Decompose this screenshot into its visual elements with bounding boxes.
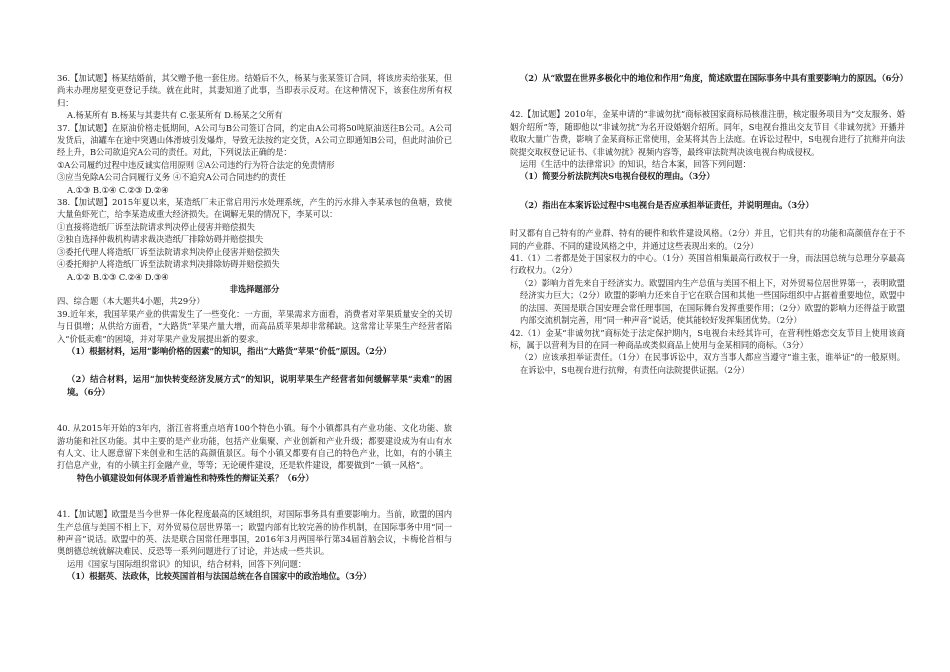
left-column xyxy=(57,72,452,583)
q36: 36.【加试题】杨某结婚前，其父赠予他一套住房。结婚后不久，杨某与张某签订合同，将该房卖给张某，但尚未办理房屋变更登记手续。就在此时，其妻知道了此事，当即表示反对。在这种情况下，该套住房所有权归： xyxy=(57,73,452,108)
sec-title: 非选择题部分 xyxy=(229,283,280,294)
q42-1: （1）简要分析法院判决S电视台侵权的理由。（3分） xyxy=(520,171,715,182)
sp-d xyxy=(510,84,905,108)
right-column xyxy=(510,72,908,376)
q37-s2: ③应当免除A公司合同履行义务 ④不追究A公司合同违约的责任 xyxy=(57,172,286,183)
a2: 41.（1）二者都是处于国家权力的中心。（1分）英国首相集最高行政权于一身，而法国总统与总理分享最高行政权力。（2分） xyxy=(510,253,905,276)
q37: 37.【加试题】在原油价格走低期间，A公司与B公司签订合同，约定由A公司将50吨原油送往B公司。A公司发货后，油罐车在途中突遇山体滑坡引发爆炸，导致无法按约定交货，A公司立即通知B公司，但此时油价已经上升，B公司欲追究A公司的责任。对此，下列说法正确的是： xyxy=(57,122,452,158)
q37-opt: A.①③ B.①④ C.②③ D.②④ xyxy=(67,184,169,195)
q38-s2: ②独自选择仲裁机构请求裁决造纸厂排除妨碍并赔偿损失 xyxy=(57,234,264,245)
sp-e xyxy=(510,183,905,199)
q38-s4: ④委托辩护人将造纸厂诉至法院请求判决排除妨碍并赔偿损失 xyxy=(57,259,280,270)
sec-sub: 四、综合题（本大题共4小题，共29分） xyxy=(57,296,205,307)
q41-2: （2）从“欧盟在世界多极化中的地位和作用”角度，简述欧盟在国际事务中具有重要影响力的原因。（6分） xyxy=(520,73,908,83)
q40: 40. 从2015年开始的3年内，浙江省将重点培育100个特色小镇。每个小镇都具有产业功能、文化功能、旅游功能和社区功能。其中主要的是产业功能，包括产业集聚、产业创新和产业升级；都要建设成为有山有水有人文、让人愿意留下来创业和生活的高颜值景区。每个小镇又都要有自己的特色产业，比如，有的小镇主打信息产业，有的小镇主打金融产业，等等；无论硬件建设，还是软件建设，都要做到“一镇一风格”。 xyxy=(57,423,452,471)
q39-2: （2）结合材料，运用“加快转变经济发展方式”的知识，说明苹果生产经营者如何缓解苹果“卖难”的困境。（6分） xyxy=(67,374,452,397)
q37-s1: ①A公司履约过程中违反诚实信用原则 ②A公司违约行为符合法定的免责情形 xyxy=(57,159,335,170)
q41-1: （1）根据英、法政体，比较英国首相与法国总统在各自国家中的政治地位。（3分） xyxy=(67,571,372,582)
a4: 42.（1）金某“非诚勿扰”商标处于法定保护期内，S电视台未经其许可，在营利性婚恋交友节目上使用该商标，属于以营利为目的在同一种商品或类似商品上使用与金某相同的商标。（3分） xyxy=(510,327,905,350)
q41-lead: 运用《国家与国际组织常识》的知识，结合材料，回答下列问题： xyxy=(67,558,307,569)
sp-c xyxy=(57,484,452,508)
q39: 39.近年来，我国苹果产业的供需发生了一些变化：一方面，苹果需求方面看，消费者对苹果质量安全的关切与日俱增；从供给方面看，“大路货”苹果产量大增，而高品质苹果却非常稀缺。这常常让苹果生产经营者陷入“价低卖难”的困境，并对苹果产业发展提出新的要求。 xyxy=(57,308,452,344)
q38: 38.【加试题】2015年夏以来，某造纸厂未正常启用污水处理系统，产生的污水排入李某承包的鱼塘，致使大量鱼虾死亡，给李某造成重大经济损失。在调解无果的情况下，李某可以： xyxy=(57,197,452,220)
q38-opt: A.①② B.①③ C.②④ D.③④ xyxy=(67,271,169,282)
sp-a xyxy=(57,357,452,373)
q36-opt: A.杨某所有 B.杨某与其妻共有 C.张某所有 D.杨某之父所有 xyxy=(67,110,283,121)
sp-b xyxy=(57,398,452,422)
q38-s3: ③委托代理人将造纸厂诉至法院请求判决停止侵害并赔偿损失 xyxy=(57,246,280,257)
a5: （2）应该承担举证责任。（1分）在民事诉讼中，双方当事人都应当遵守“谁主张，谁举证”的一般原则。在诉讼中，S电视台进行抗辩，有责任向法院提供证据。（2分） xyxy=(520,352,905,375)
a1: 时又都有自己特有的产业群、特有的硬件和软件建设风格。（2分）并且，它们共有的功能和高颜值存在于不同的产业群、不同的建设风格之中，并通过这些表现出来的。（2分） xyxy=(510,228,905,251)
a3: （2）影响力首先来自于经济实力。欧盟国内生产总值与美国不相上下，对外贸易位居世界第一，表明欧盟经济实力巨大；（2分）欧盟的影响力还来自于它在联合国和其他一些国际组织中占据着重要地位，欧盟中的法国、英国是联合国安理会常任理事国，在国际舞台发挥重要作用；（2分）欧盟的影响力还得益于欧盟内部交流机制完善，用“同一种声音”说话，使其能较好发挥集团优势。（2分） xyxy=(520,277,905,326)
q42: 42.【加试题】2010年，金某申请的“非诚勿扰”商标被国家商标局核准注册，核定服务项目为“交友服务、婚姻介绍所”等，随即他以“非诚勿扰”为名开设婚姻介绍所。同年，S电视台推出交友节目《非诚勿扰》开播并收取大量广告费，影响了金某商标正常使用，金某将其告上法庭。在诉讼过程中，S电视台进行了抗辩并向法院提交取权登记证书、《非诚勿扰》视频内容等，最终审法院判决该电视台构成侵权。 xyxy=(510,109,905,157)
q41: 41.【加试题】欧盟是当今世界一体化程度最高的区域组织，对国际事务具有重要影响力。当前，欧盟的国内生产总值与美国不相上下，对外贸易位居世界第一；欧盟内部有比较完善的协作机制，在国际事务中用“同一种声音”说话。欧盟中的英、法是联合国常任理事国，2016年3月两国举行第34届首脑会议，卡梅伦首相与奥朗德总统就解决难民、反恐等一系列问题进行了讨论，并达成一些共识。 xyxy=(57,509,452,557)
q39-1: （1）根据材料，运用“影响价格的因素”的知识，指出“大路货”苹果“价低”原因。（2分） xyxy=(67,345,392,356)
sp-f xyxy=(510,211,905,227)
q38-s1: ①直接将造纸厂诉至法院请求判决停止侵害并赔偿损失 xyxy=(57,221,255,232)
q42-lead: 运用《生活中的法律常识》的知识，结合本案，回答下列问题： xyxy=(520,159,751,170)
q40-1: 特色小镇建设如何体现矛盾普遍性和特殊性的辩证关系？（6分） xyxy=(77,472,314,483)
q42-2: （2）指出在本案诉讼过程中S电视台是否应承担举证责任，并说明理由。（3分） xyxy=(520,199,814,210)
